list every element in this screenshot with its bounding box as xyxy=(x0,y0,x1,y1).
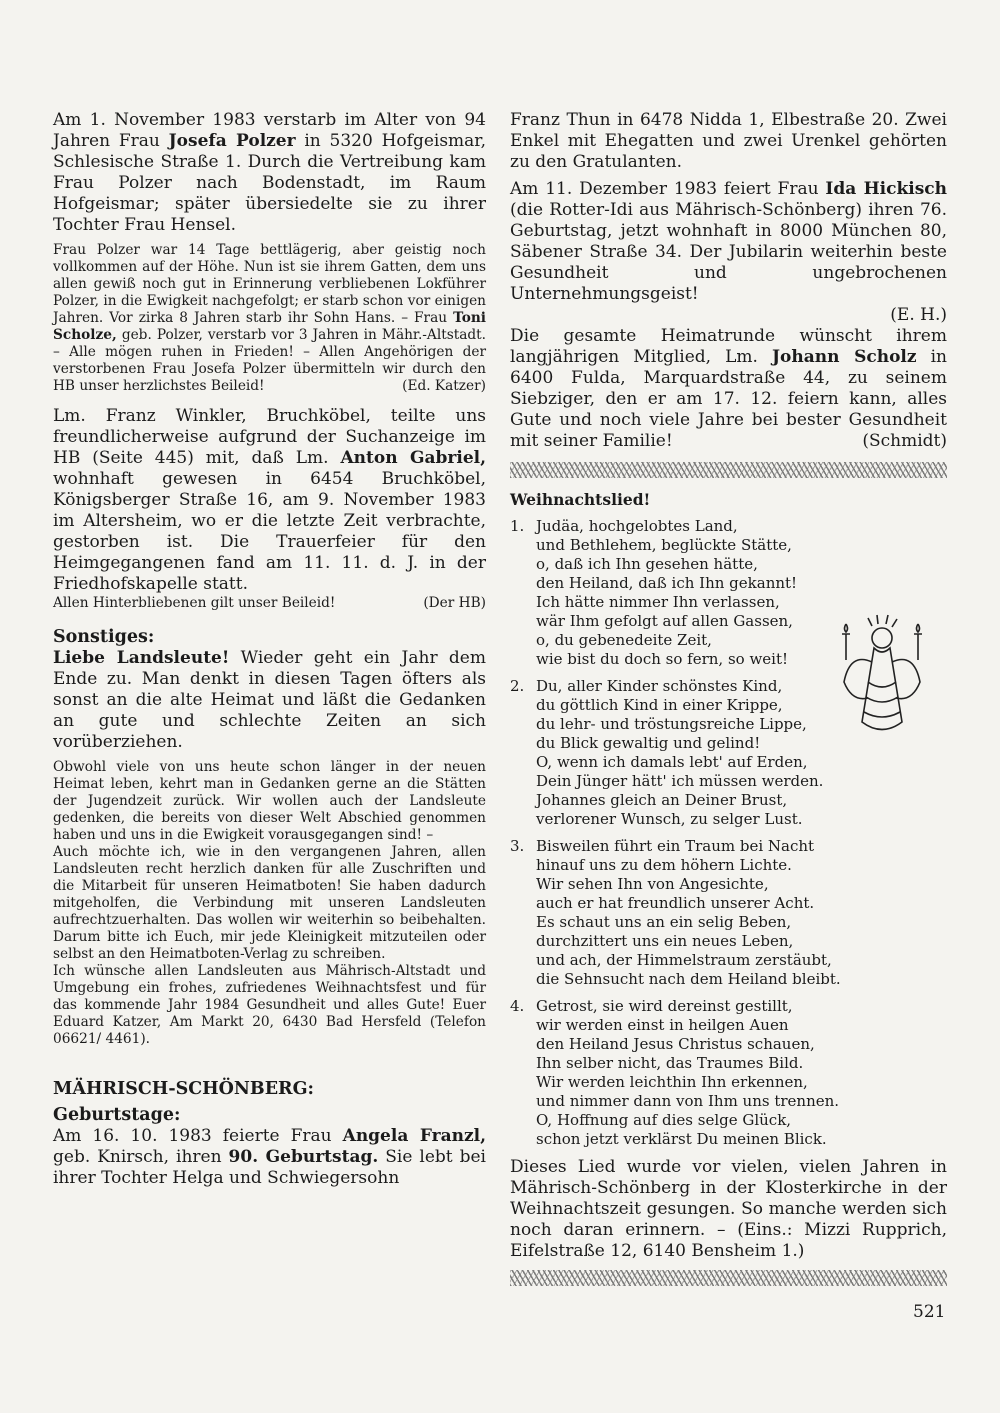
verse-line: du göttlich Kind in einer Krippe, xyxy=(536,696,783,714)
verse-line: O, wenn ich damals lebt' auf Erden, xyxy=(536,753,808,771)
ornament-divider xyxy=(510,462,947,478)
verse-line: Johannes gleich an Deiner Brust, xyxy=(536,791,788,809)
verse-line: wir werden einst in heilgen Auen xyxy=(536,1016,789,1034)
obituary-gabriel: Lm. Franz Winkler, Bruchköbel, teilte uns freundlicherweise aufgrund der Suchanzeige im HB (Seite 445) mit, daß Lm. Anton Gabriel, wohnhaft gewesen in 6454 Bruchköbel, Königsberger Straße 16, am 9. November 1983 im Altersheim, wo er die letzte Zeit verbrachte, gestorben ist. Die Trauerfeier für den Heimgegangenen fand am 11. 11. d. J. in der Friedhofskapelle statt. xyxy=(53,406,487,594)
birthday-hickisch: Am 11. Dezember 1983 feiert Frau Ida Hickisch (die Rotter-Idi aus Mährisch-Schönberg) ihren 76. Geburtstag, jetzt wohnhaft in 8000 München 80, Säbener Straße 34. Der Jubilarin weiterhin beste Gesundheit und ungebrochenen Unternehmungsgeist! xyxy=(510,179,947,304)
verse-line: Wir sehen Ihn von Angesichte, xyxy=(536,875,769,893)
verse-line: o, du gebenedeite Zeit, xyxy=(536,631,712,649)
verse-line: O, Hoffnung auf dies selge Glück, xyxy=(536,1111,792,1129)
paragraph: Ich wünsche allen Landsleuten aus Mährisch-Altstadt und Umgebung ein frohes, zufriedenes Weihnachtsfest und für das kommende Jahr 1984 Gesundheit und alles Gute! Euer Eduard Katzer, Am Markt 20, 6430 Bad Hersfeld (Telefon 06621/ 4461). xyxy=(53,963,486,1047)
left-column xyxy=(53,110,486,1189)
song-verse xyxy=(510,997,947,1149)
song-note: Dieses Lied wurde vor vielen, vielen Jahren in Mährisch-Schönberg in der Klosterkirche in der Weihnachtszeit gesungen. So manche werden sich noch daran erinnern. – (Eins.: Mizzi Rupprich, Eifelstraße 12, 6140 Bensheim 1.) xyxy=(510,1157,947,1261)
verse-line: hinauf uns zu dem höhern Lichte. xyxy=(536,856,792,874)
verse-line: Getrost, sie wird dereinst gestillt, xyxy=(536,997,793,1015)
verse-line: wär Ihm gefolgt auf allen Gassen, xyxy=(536,612,793,630)
verse-line: auch er hat freundlich unserer Acht. xyxy=(536,894,815,912)
verse-line: Ihn selber nicht, das Traumes Bild. xyxy=(536,1054,804,1072)
page-number: 521 xyxy=(913,1302,946,1322)
section-heading-maehrisch-schoenberg: MÄHRISCH-SCHÖNBERG: xyxy=(53,1079,314,1099)
verse-line: Dein Jünger hätt' ich müssen werden. xyxy=(536,772,824,790)
subheading-geburtstage: Geburtstage: xyxy=(53,1105,181,1125)
verse-line: Es schaut uns an ein selig Beben, xyxy=(536,913,792,931)
verse-number: 4. xyxy=(510,997,525,1015)
paragraph: Auch möchte ich, wie in den vergangenen Jahren, allen Landsleuten recht herzlich danken für alle Zuschriften und die Mitarbeit für unseren Heimatboten! Sie haben dadurch mitgeholfen, die Verbindung mit unseren Landsleuten aufrechtzuerhalten. Das wollen wir weiterhin so beibehalten. Darum bitte ich Euch, mir jede Kleinigkeit mitzuteilen oder selbst an den Heimatboten-Verlag zu schreiben. xyxy=(53,844,486,962)
signature: (Ed. Katzer) xyxy=(402,378,486,394)
verse-line: Du, aller Kinder schönstes Kind, xyxy=(536,677,783,695)
birthday-franzl: Am 16. 10. 1983 feierte Frau Angela Franzl, geb. Knirsch, ihren 90. Geburtstag. Sie lebt bei ihrer Tochter Helga und Schwiegersohn xyxy=(53,1126,486,1188)
verse-line: durchzittert uns ein neues Leben, xyxy=(536,932,794,950)
verse-number: 2. xyxy=(510,677,525,695)
obituary-polzer: Am 1. November 1983 verstarb im Alter von 94 Jahren Frau Josefa Polzer in 5320 Hofgeismar, Schlesische Straße 1. Durch die Vertreibung kam Frau Polzer nach Bodenstadt, im Raum Hofgeismar; später übersiedelte sie zu ihrer Tochter Frau Hensel. xyxy=(53,110,486,235)
signature: (Schmidt) xyxy=(862,431,947,451)
verse-line: Judäa, hochgelobtes Land, xyxy=(536,517,738,535)
verse-line: o, daß ich Ihn gesehen hätte, xyxy=(536,555,758,573)
verse-line: du lehr- und tröstungsreiche Lippe, xyxy=(536,715,807,733)
verse-number: 3. xyxy=(510,837,525,855)
verse-line: du Blick gewaltig und gelind! xyxy=(536,734,761,752)
birthday-scholz: Die gesamte Heimatrunde wünscht ihrem langjährigen Mitglied, Lm. Johann Scholz in 6400 Fulda, Marquardstraße 44, zu seinem Siebziger, den er am 17. 12. feiern kann, alles Gute und noch viele Jahre bei bester Gesundheit mit seiner Familie! (Schmidt) xyxy=(510,326,947,451)
ornament-divider xyxy=(510,1270,947,1286)
verse-line: Bisweilen führt ein Traum bei Nacht xyxy=(536,837,815,855)
paragraph: Franz Thun in 6478 Nidda 1, Elbestraße 20. Zwei Enkel mit Ehegatten und zwei Urenkel gehörten zu den Gratulanten. xyxy=(510,110,947,172)
song-title: Weihnachtslied! xyxy=(510,490,651,509)
verse-line: den Heiland Jesus Christus schauen, xyxy=(536,1035,815,1053)
verse-line: und Bethlehem, beglückte Stätte, xyxy=(536,536,792,554)
verse-number: 1. xyxy=(510,517,525,535)
section-heading-sonstiges: Sonstiges: xyxy=(53,627,155,647)
verse-line: schon jetzt verklärst Du meinen Blick. xyxy=(536,1130,827,1148)
paragraph: Obwohl viele von uns heute schon länger in der neuen Heimat leben, kehrt man in Gedanken gerne an die Stätten der Jugendzeit zurück. Wir wollen auch der Landsleute gedenken, die bereits von dieser Welt Abschied genommen haben und uns in die Ewigkeit vorausgegangen sind! – xyxy=(53,759,486,843)
verse-line: Ich hätte nimmer Ihn verlassen, xyxy=(536,593,780,611)
song-verse xyxy=(510,837,947,989)
verse-line: und nimmer dann von Ihm uns trennen. xyxy=(536,1092,840,1110)
verse-line: und ach, der Himmelstraum zerstäubt, xyxy=(536,951,832,969)
verse-line: den Heiland, daß ich Ihn gekannt! xyxy=(536,574,798,592)
signature: (E. H.) xyxy=(890,305,947,325)
verse-line: die Sehnsucht nach dem Heiland bleibt. xyxy=(536,970,841,988)
verse-line: Wir werden leichthin Ihn erkennen, xyxy=(536,1073,808,1091)
obituary-polzer-detail: Frau Polzer war 14 Tage bettlägerig, aber geistig noch vollkommen auf der Höhe. Nun ist sie ihrem Gatten, dem uns allen gewiß noch gut in Erinnerung verbliebenen Lokführer Polzer, in die Ewigkeit nachgefolgt; er starb schon vor einigen Jahren. Vor zirka 8 Jahren starb ihr Sohn Hans. – Frau Toni Scholze, geb. Polzer, verstarb vor 3 Jahren in Mähr.-Altstadt. – Alle mögen ruhen in Frieden! – Allen Angehörigen der verstorbenen Frau Josefa Polzer übermitteln wir durch den HB unser herzlichstes Beileid! (Ed. Katzer) xyxy=(53,242,486,394)
angel-illustration xyxy=(832,612,942,752)
verse-line: verlorener Wunsch, zu selger Lust. xyxy=(536,810,803,828)
condolence-line: Allen Hinterbliebenen gilt unser Beileid! (Der HB) xyxy=(53,595,486,611)
verse-line: wie bist du doch so fern, so weit! xyxy=(536,650,789,668)
greeting-paragraph: Liebe Landsleute! Wieder geht ein Jahr dem Ende zu. Man denkt in diesen Tagen öfters als sonst an die alte Heimat und läßt die Gedanken an gute und schlechte Zeiten an sich vorüberziehen. xyxy=(53,648,486,752)
signature: (Der HB) xyxy=(423,595,486,611)
